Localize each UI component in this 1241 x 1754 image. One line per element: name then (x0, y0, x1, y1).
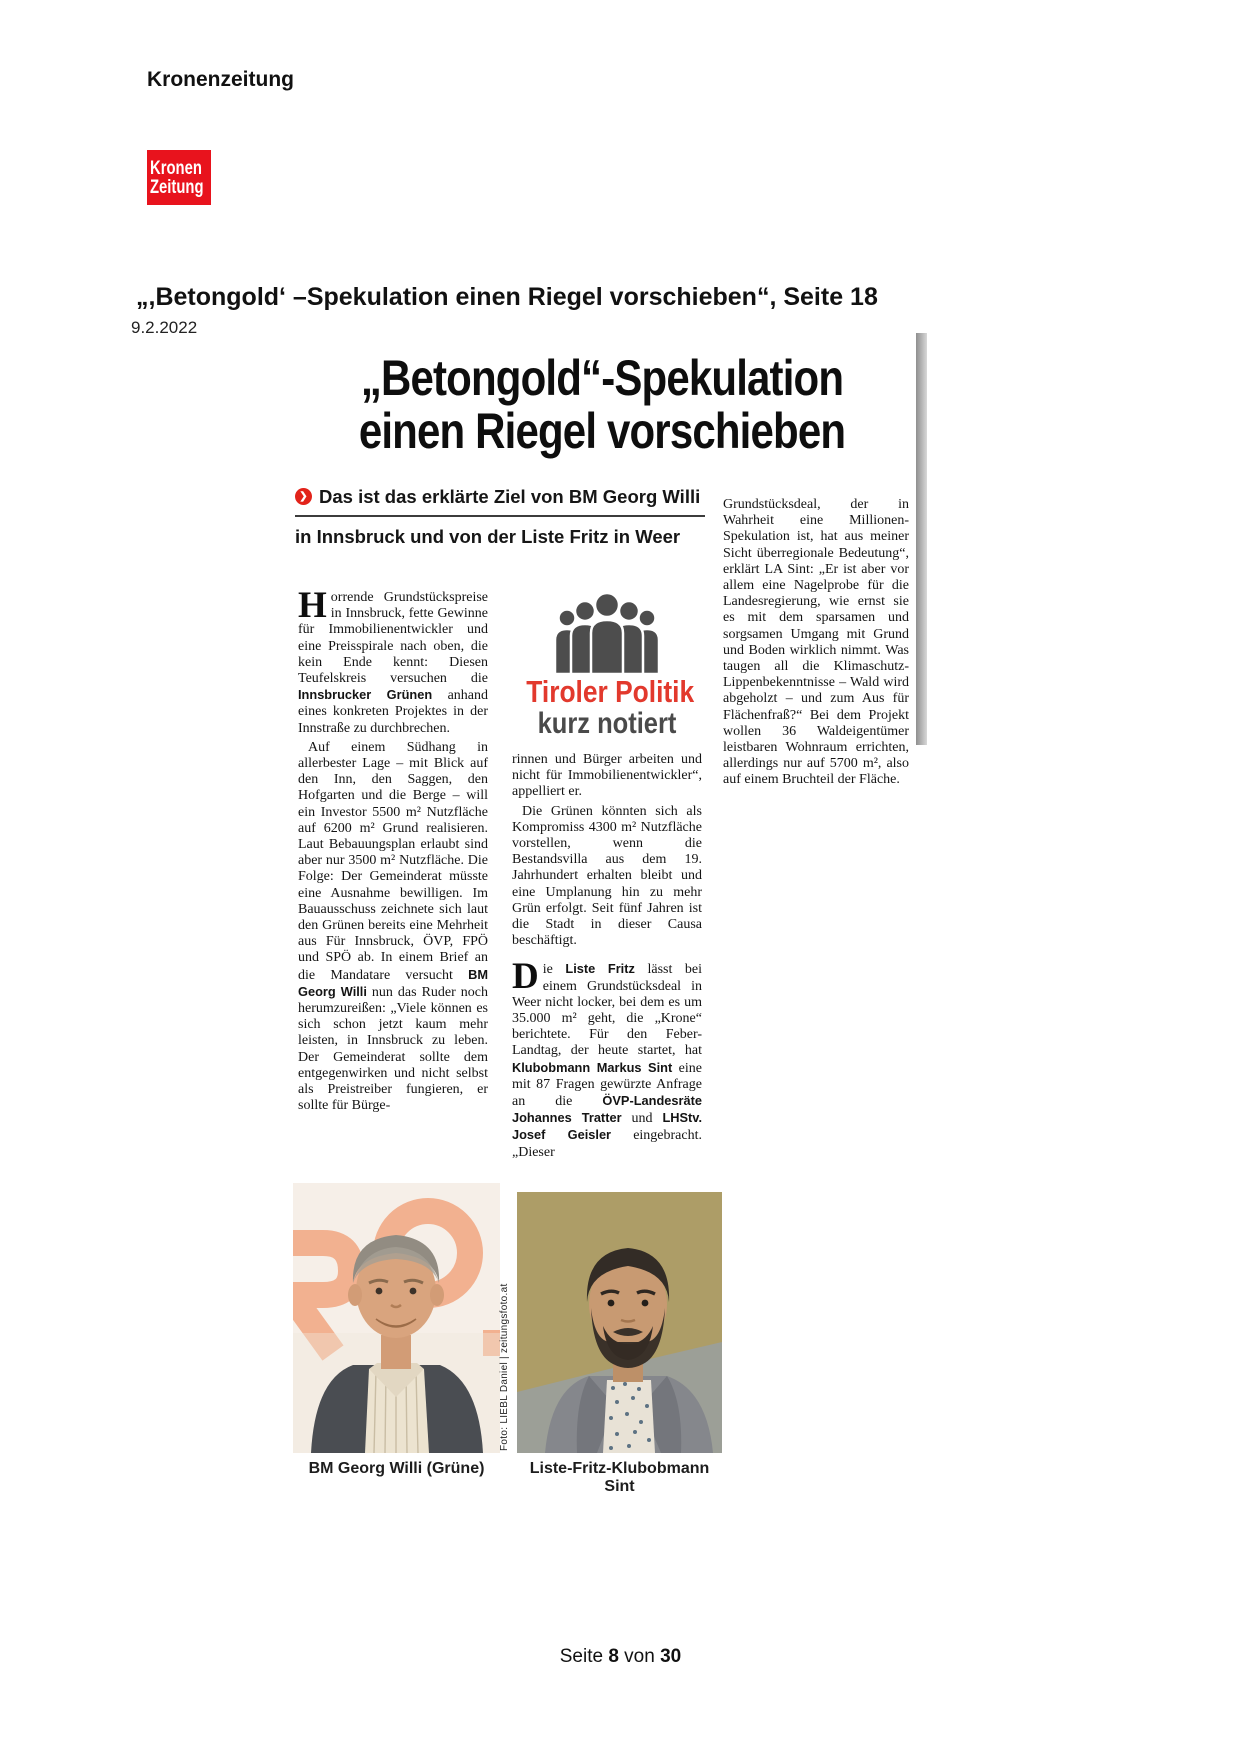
article-headline (295, 352, 909, 458)
kronen-zeitung-logo (147, 150, 211, 205)
kicker-title: Tiroler Politik (526, 674, 695, 709)
source-name: Kronenzeitung (147, 68, 294, 91)
paragraph: rinnen und Bürger arbeiten und nicht für Immobilienentwickler“, appelliert er. (512, 752, 702, 800)
paragraph (298, 585, 488, 737)
paragraph-text: ie Liste Fritz lässt bei einem Grundstücksdeal in Weer nicht locker, bei dem es um 35.000 m² geht, die „Krone“ berichtete. Für den Feber-Landtag, der heute startet, hat Klubobmann Markus Sint eine mit 87 Fragen gewürzte Anfrage an die ÖVP-Landesräte Johannes Tratter und LHStv. Josef Geisler eingebracht. „Dieser (512, 961, 703, 1160)
logo-line-1: Kronen (150, 157, 202, 179)
logo-line-2: Zeitung (150, 176, 204, 198)
paragraph (512, 956, 703, 1160)
caption-markus-sint: Liste-Fritz-Klubobmann Sint (529, 1460, 710, 1495)
photo-georg-willi (293, 1183, 500, 1453)
dropcap-h: H (298, 585, 327, 626)
subhead-text-1: Das ist das erklärte Ziel von BM Georg Willi (319, 486, 701, 507)
subhead-text-2: in Innsbruck und von der Liste Fritz in Weer (295, 526, 681, 547)
headline-line-2: einen Riegel vorschieben (358, 403, 846, 459)
article-column-2 (512, 752, 702, 1161)
paragraph: Grundstücksdeal, der in Wahrheit eine Millionen-Spekulation ist, hat aus meiner Sicht überregionale Bedeutung“, erklärt LA Sint: „Er ist aber vor allem eine Nagelprobe für die Landesregierung, wie ernst sie es mit dem sparsamen und sorgsamen Umgang mit Grund und Boden wirklich nimmt. Was taugen all die Klimaschutz-Lippenbekenntnisse – Wald wird abgeholzt – und zum Aus für Flächenfraß?“ Bei dem Projekt wollen 36 Waldeigentümer leistbaren Wohnraum errichten, allerdings nur auf 5700 m², also auf einem Bruchteil der Fläche. (723, 497, 909, 788)
photo-credit: Foto: LIEBL Daniel | zeitungsfoto.at (499, 1283, 510, 1451)
headline-line-1: „Betongold“-Spekulation (360, 350, 844, 406)
paragraph-text: orrende Grundstückspreise in Innsbruck, fette Gewinne für Immobilienentwickler und eine Preisspirale nach oben, die kein Ende kennt: Diesen Teufelskreis versuchen die Innsbrucker Grünen anhand eines konkreten Projektes in der Innstraße zu durchbrechen. (298, 590, 488, 736)
article-column-3 (723, 497, 909, 789)
document-date: 9.2.2022 (131, 318, 198, 337)
people-group-icon (551, 592, 663, 674)
kicker-subtitle: kurz notiert (537, 707, 677, 740)
kicker-box (512, 592, 702, 739)
paragraph: Die Grünen könnten sich als Kompromiss 4300 m² Nutzfläche vorstellen, wenn die Bestandsvilla aus dem 19. Jahrhundert erhalten bleibt und eine Umplanung hin zu mehr Grün erfolgt. Seit fünf Jahren ist die Stadt in dieser Causa beschäftigt. (512, 803, 702, 949)
photo-markus-sint (517, 1192, 722, 1453)
caption-georg-willi: BM Georg Willi (Grüne) (308, 1460, 485, 1477)
arrow-bullet-icon: ❯ (295, 488, 312, 505)
document-title: „,Betongold‘ –Spekulation einen Riegel vorschieben“, Seite 18 (136, 283, 878, 311)
page-number-footer: Seite 8 von 30 (559, 1646, 682, 1667)
article-subhead (295, 486, 705, 548)
paragraph: Auf einem Südhang in allerbester Lage – mit Blick auf den Inn, den Saggen, den Hofgarten und die Berge – will ein Investor 5500 m² Nutzfläche auf 6200 m² Grund realisieren. Laut Bebauungsplan erlaubt sind aber nur 3500 m² Nutzfläche. Die Folge: Der Gemeinderat müsste eine Ausnahme bewilligen. Im Bauausschuss zeichnete sich laut den Grünen bereits eine Mehrheit aus Für Innsbruck, ÖVP, FPÖ und SPÖ ab. In einem Brief an die Mandatare versucht BM Georg Willi nun das Ruder noch herumzureißen: „Viele können es sich schon jetzt kaum mehr leisten, in Innsbruck zu leben. Der Gemeinderat sollte dem entgegenwirken und nicht selbst als Preistreiber fungieren, er sollte für Bürge- (298, 739, 488, 1114)
scan-edge-bar (916, 333, 927, 745)
subhead-line-1 (295, 486, 705, 517)
article-column-1 (298, 585, 488, 1115)
dropcap-d: D (512, 956, 539, 998)
